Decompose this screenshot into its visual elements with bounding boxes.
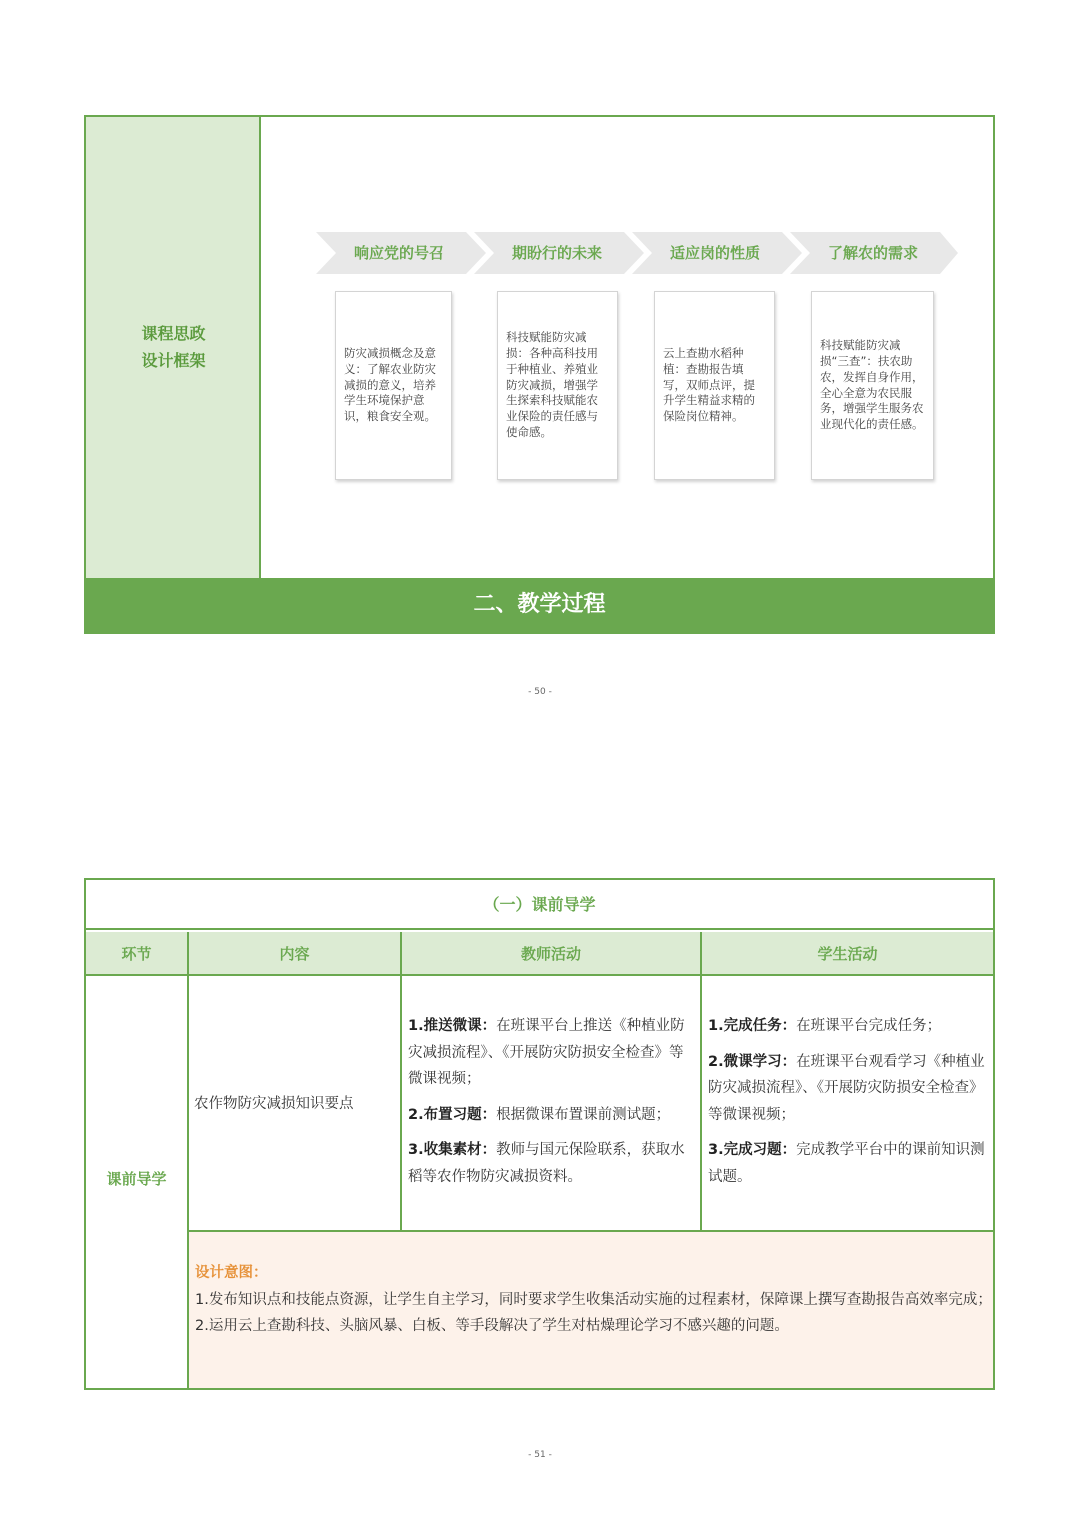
item-text: 教师与国元保险联系，获取水稻等农作物防灾减损资料。: [408, 1142, 685, 1185]
item-text: 在班课平台完成任务；: [796, 1018, 942, 1034]
card-text: 云上查勘水稻种植：查勘报告填写，双师点评，提升学生精益求精的保险岗位精神。: [663, 346, 755, 424]
page-number-50: - 50 -: [528, 687, 552, 697]
table-title: （一）课前导学: [86, 880, 993, 930]
divider: [700, 932, 702, 1230]
header-student: 学生活动: [817, 945, 878, 963]
item-label: 1.完成任务：: [708, 1018, 797, 1034]
item-label: 1.推送微课：: [408, 1018, 497, 1034]
card-text: 防灾减损概念及意义：了解农业防灾减损的意义，培养学生环境保护意识，粮食安全观。: [344, 346, 436, 424]
card-text: 科技赋能防灾减损“三查”：扶农助农，发挥自身作用，全心全意为农民服务，增强学生服务农业现代化的责任感。: [820, 338, 924, 432]
header-stage: 环节: [121, 945, 152, 963]
teacher-activity-cell: [408, 1013, 696, 1190]
section-title-band: 二、教学过程: [86, 578, 993, 632]
item-text: 在班课平台观看学习《种植业防灾减损流程》、《开展防灾防损安全检查》等微课视频；: [708, 1053, 985, 1123]
framework-card-2: [497, 291, 618, 480]
side-label-line2: 设计框架: [141, 351, 206, 370]
framework-side-label: [86, 320, 261, 374]
design-line-1: 1.发布知识点和技能点资源，让学生自主学习，同时要求学生收集活动实施的过程素材，保障课上撰写查勘报告高效率完成；: [195, 1291, 992, 1308]
chevron-label-1: 响应党的号召: [353, 244, 444, 262]
student-activity-cell: [708, 1013, 989, 1190]
item-label: 2.布置习题：: [408, 1106, 497, 1123]
item-label: 2.微课学习：: [708, 1053, 797, 1070]
chevron-label-2: 期盼行的未来: [511, 244, 602, 262]
design-intent-body: [195, 1287, 993, 1340]
stage-cell: 课前导学: [106, 1170, 167, 1188]
item-label: 3.完成习题：: [708, 1142, 797, 1158]
framework-card-4: [811, 291, 934, 480]
teacher-item-1: [408, 1013, 696, 1093]
header-teacher: 教师活动: [520, 945, 581, 963]
card-text: 科技赋能防灾减损：各种高科技用于种植业、养殖业防灾减损，增强学生探索科技赋能农业保险的责任感与使命感。: [506, 330, 598, 439]
framework-card-3: [654, 291, 775, 480]
design-intent-title: 设计意图：: [195, 1265, 268, 1281]
design-intent-cell: [189, 1230, 993, 1388]
design-line-2: 2.运用云上查勘科技、头脑风暴、白板、等手段解决了学生对枯燥理论学习不感兴趣的问题。: [195, 1318, 789, 1334]
page-number-51: - 51 -: [528, 1450, 552, 1460]
item-label: 3.收集素材：: [408, 1142, 497, 1158]
item-text: 根据微课布置课前测试题；: [496, 1106, 671, 1123]
teacher-item-3: [408, 1137, 696, 1190]
student-item-2: [708, 1049, 989, 1129]
divider: [400, 932, 402, 1230]
student-item-3: [708, 1137, 989, 1190]
header-content: 内容: [279, 945, 310, 963]
side-label-line1: 课程思政: [141, 324, 206, 343]
chevron-label-3: 适应岗的性质: [669, 244, 760, 262]
chevron-label-4: 了解农的需求: [827, 244, 918, 262]
item-text: 完成教学平台中的课前知识测试题。: [708, 1142, 985, 1185]
teacher-item-2: [408, 1102, 696, 1129]
item-text: 在班课平台上推送《种植业防灾减损流程》、《开展防灾防损安全检查》等微课视频；: [408, 1018, 685, 1087]
student-item-1: [708, 1013, 989, 1040]
framework-card-1: [335, 291, 452, 480]
content-cell: 农作物防灾减损知识要点: [194, 1096, 354, 1112]
